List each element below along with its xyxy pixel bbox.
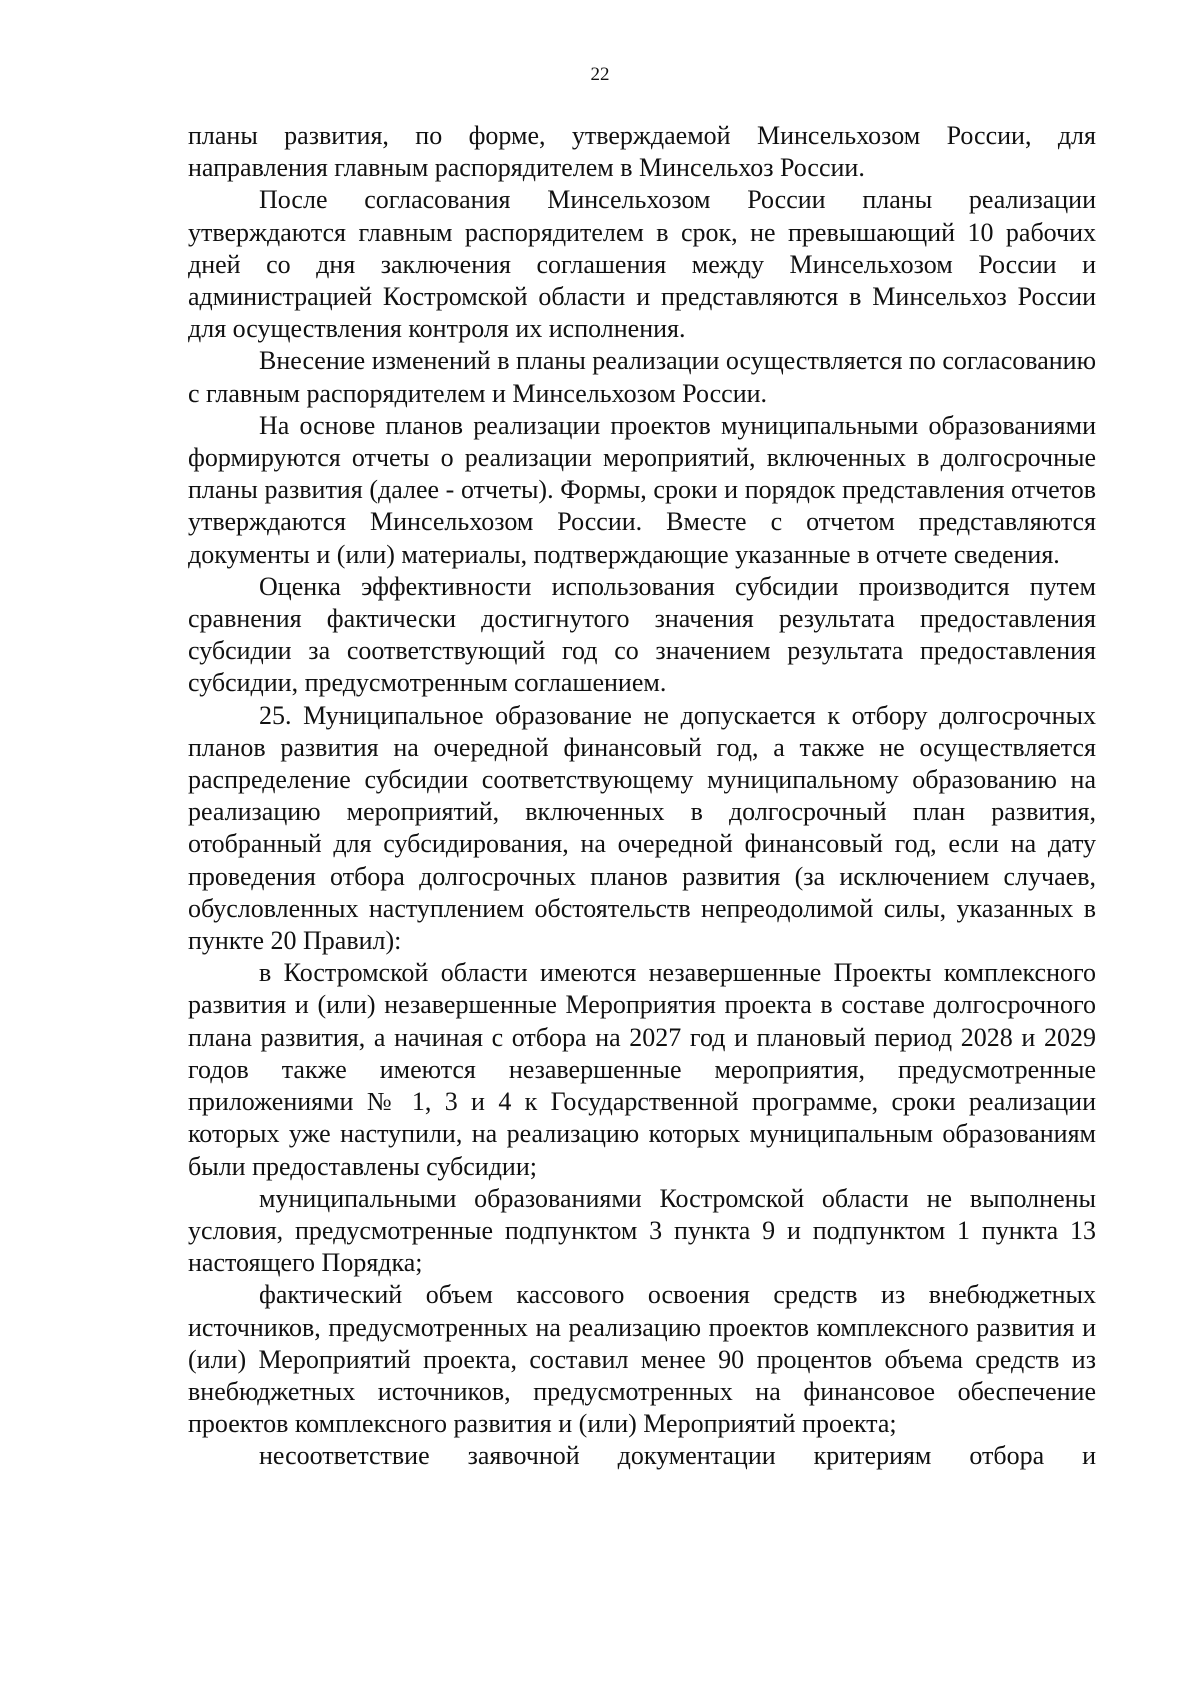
paragraph-reports: На основе планов реализации проектов муниципальными образованиями формируются отчеты о реализации мероприятий, включенных в долгосрочные планы развития (далее - отчеты). Формы, сроки и порядок представления отчетов утверждаются Минсельхозом России. Вместе с отчетом представляются документы и (или) материалы, подтверждающие указанные в отчете сведения. [188, 410, 1096, 569]
page-number: 22 [590, 64, 610, 85]
paragraph-condition-cash: фактический объем кассового освоения средств из внебюджетных источников, предусмотренных на реализацию проектов комплексного развития и (или) Мероприятий проекта, составил менее 90 процентов объема средств из внебюджетных источников, предусмотренных на финансовое обеспечение проектов комплексного развития и (или) Мероприятий проекта; [188, 1280, 1096, 1439]
paragraph-item-25: 25. Муниципальное образование не допускается к отбору долгосрочных планов развития на очередной финансовый год, а также не осуществляется распределение субсидии соответствующему муниципальному образованию на реализацию мероприятий, включенных в долгосрочный план развития, отобранный для субсидирования, на очередной финансовый год, если на дату проведения отбора долгосрочных планов развития (за исключением случаев, обусловленных наступлением обстоятельств непреодолимой силы, указанных в пункте 20 Правил): [188, 700, 1096, 956]
paragraph-efficiency: Оценка эффективности использования субсидии производится путем сравнения фактически достигнутого значения результата предоставления субсидии за соответствующий год со значением результата предоставления субсидии, предусмотренным соглашением. [188, 571, 1096, 698]
document-body [188, 120, 1096, 1473]
paragraph-condition-not-met: муниципальными образованиями Костромской области не выполнены условия, предусмотренные подпунктом 3 пункта 9 и подпунктом 1 пункта 13 настоящего Порядка; [188, 1183, 1096, 1278]
paragraph-approval: После согласования Минсельхозом России планы реализации утверждаются главным распорядителем в срок, не превышающий 10 рабочих дней со дня заключения соглашения между Минсельхозом России и администрацией Костромской области и представляются в Минсельхоз России для осуществления контроля их исполнения. [188, 185, 1096, 344]
paragraph-condition-criteria: несоответствие заявочной документации критериям отбора и [259, 1441, 1096, 1471]
paragraph-condition-unfinished: в Костромской области имеются незавершенные Проекты комплексного развития и (или) незавершенные Мероприятия проекта в составе долгосрочного плана развития, а начиная с отбора на 2027 год и плановый период 2028 и 2029 годов также имеются незавершенные мероприятия, предусмотренные приложениями № 1, 3 и 4 к Государственной программе, сроки реализации которых уже наступили, на реализацию которых муниципальным образованиям были предоставлены субсидии; [188, 958, 1096, 1181]
paragraph-changes: Внесение изменений в планы реализации осуществляется по согласованию с главным распорядителем и Минсельхозом России. [188, 346, 1096, 408]
paragraph-plans-form: планы развития, по форме, утверждаемой Минсельхозом России, для направления главным распорядителем в Минсельхоз России. [188, 121, 1096, 183]
